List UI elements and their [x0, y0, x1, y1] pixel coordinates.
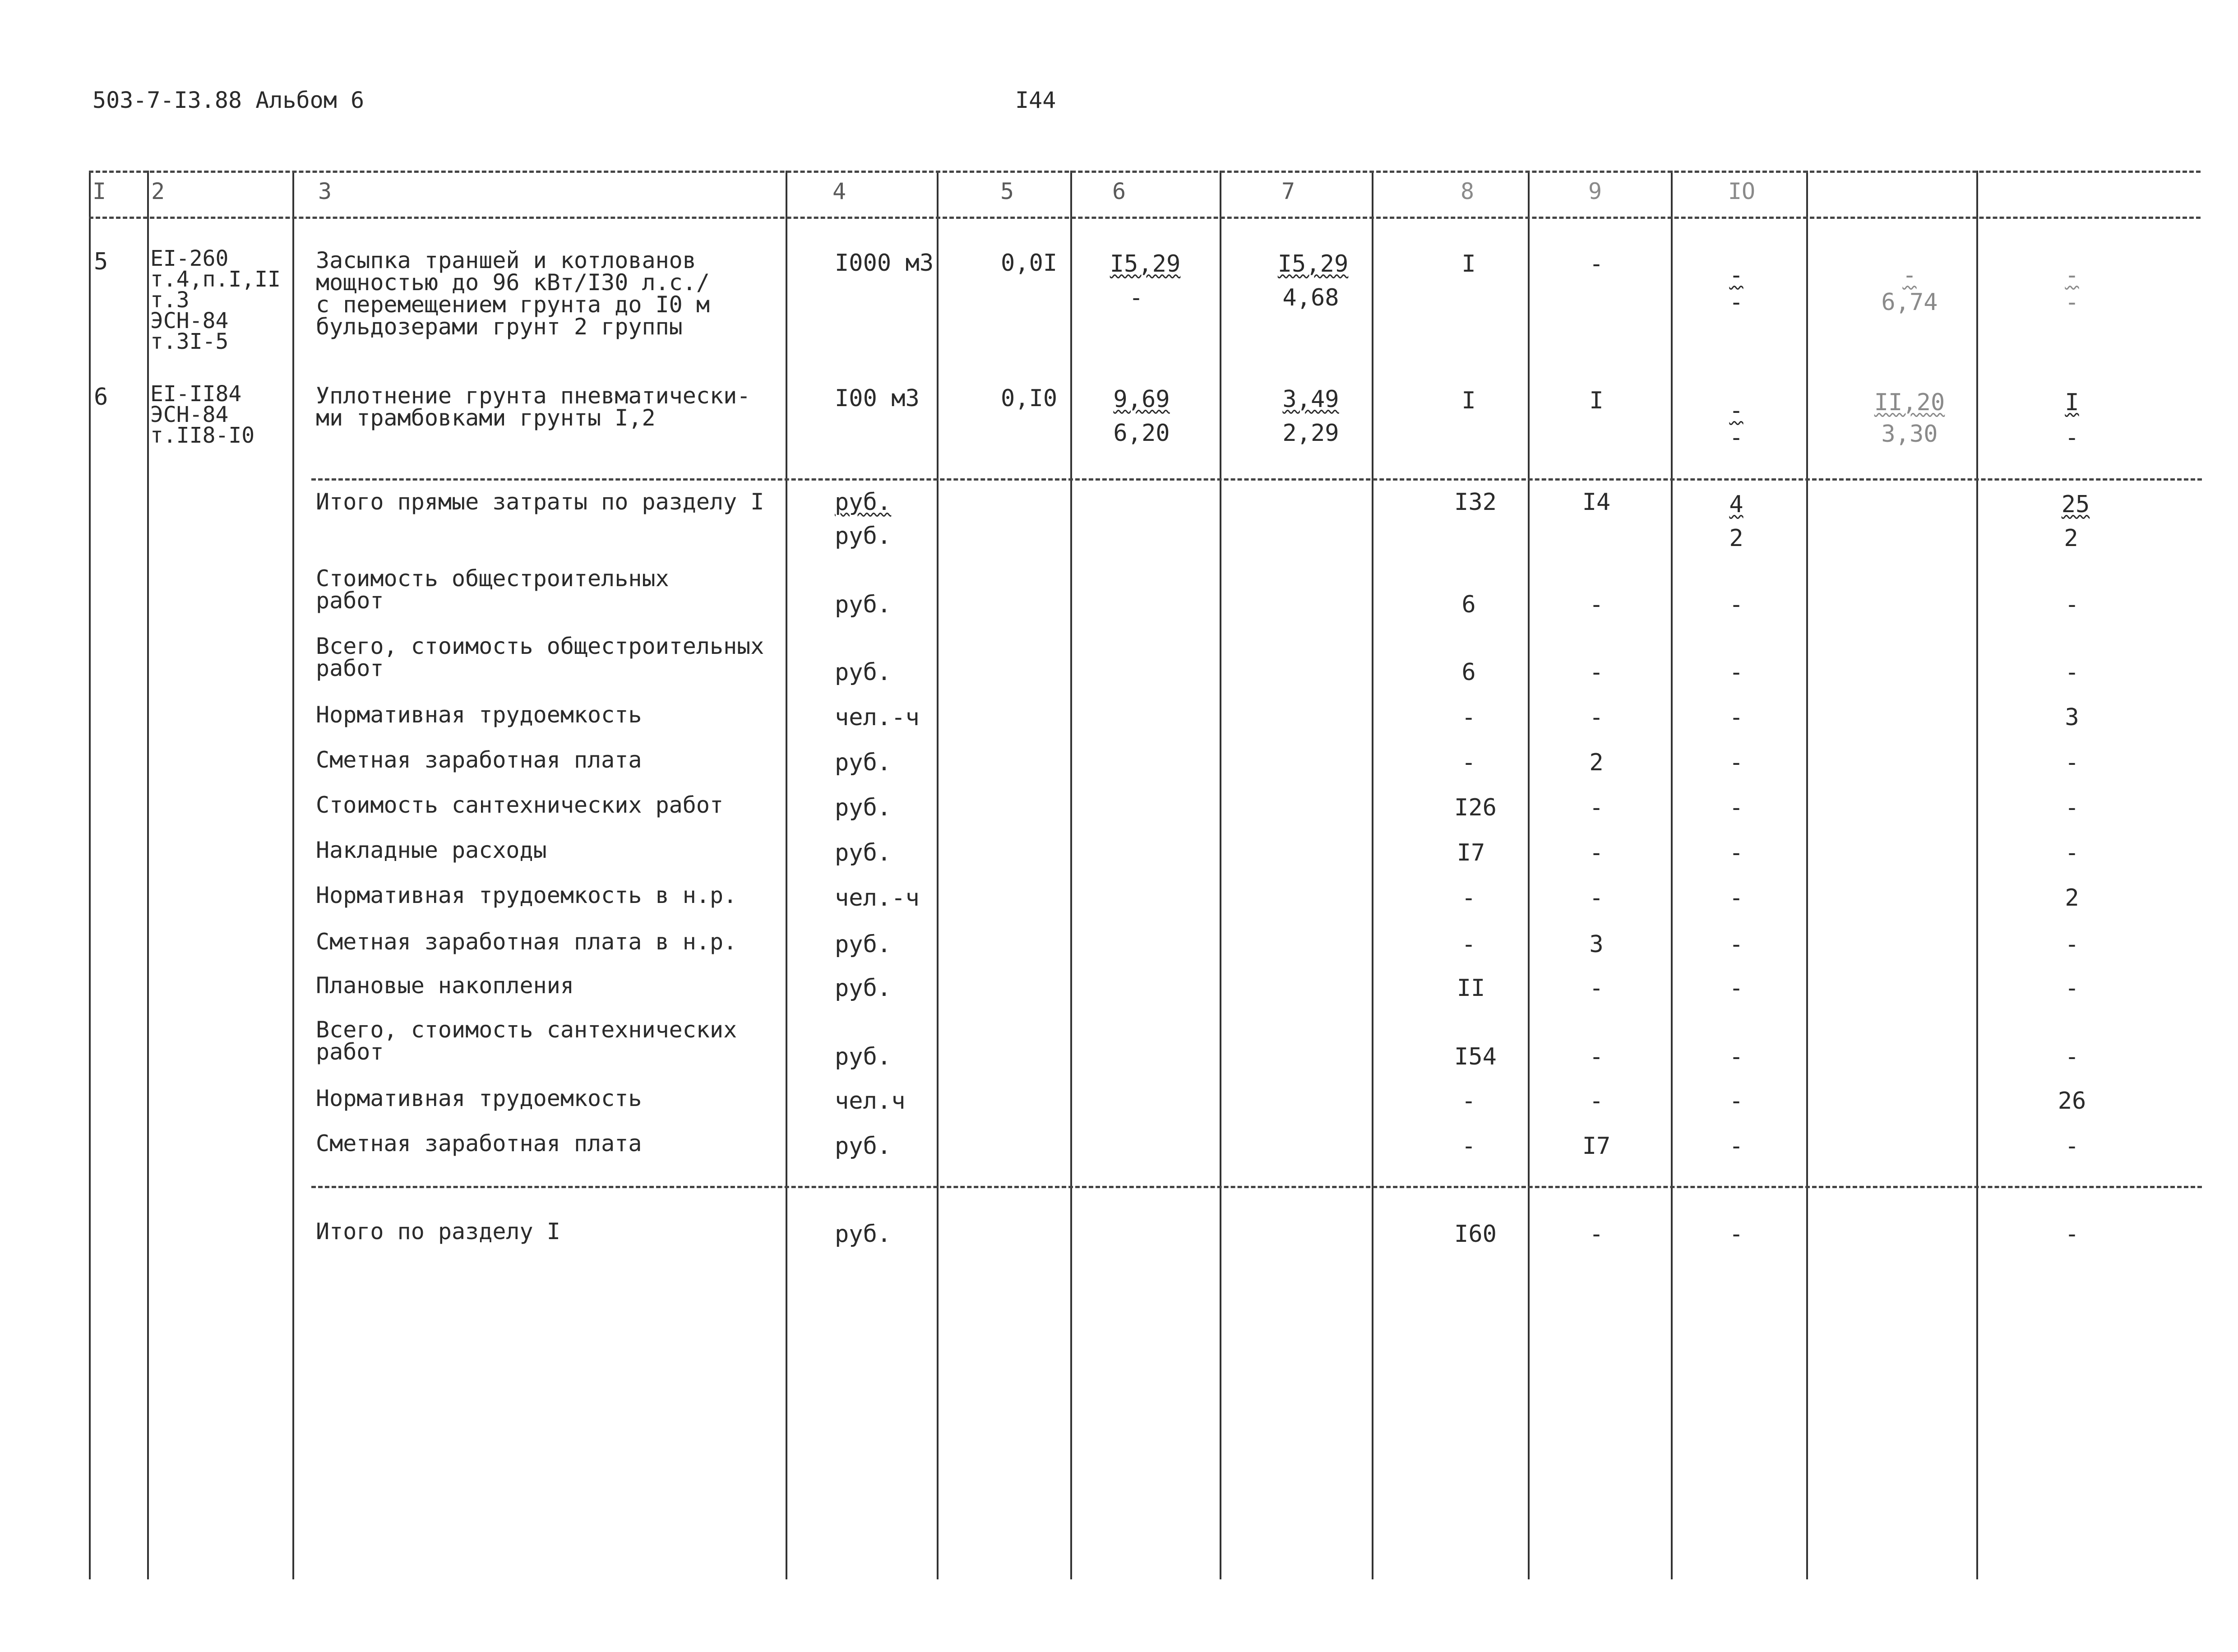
- col12-top: I: [2065, 389, 2079, 416]
- col-number-6: 6: [1112, 178, 1126, 204]
- section-total-col10: -: [1729, 1221, 1743, 1248]
- summary-col9: -: [1589, 659, 1604, 686]
- direct-costs-col12-top: 25: [2061, 491, 2090, 518]
- summary-col8: -: [1461, 749, 1476, 776]
- col10-top: -: [1729, 397, 1743, 424]
- summary-unit: руб.: [835, 794, 892, 821]
- summary-col10: -: [1729, 659, 1743, 686]
- column-divider: [1070, 171, 1072, 1579]
- summary-col9: -: [1589, 884, 1604, 912]
- col8-value: I: [1461, 250, 1476, 278]
- page-number: I44: [1015, 87, 1056, 113]
- col-number-5: 5: [1000, 178, 1014, 204]
- summary-col12: -: [2065, 1043, 2079, 1070]
- section-total-label: Итого по разделу I: [316, 1218, 560, 1245]
- summary-col9: -: [1589, 591, 1604, 618]
- unit: I000 м3: [835, 250, 934, 277]
- summary-col10: -: [1729, 1133, 1743, 1160]
- summary-col8: -: [1461, 704, 1476, 731]
- summary-col8: 6: [1461, 591, 1476, 618]
- col9-value: -: [1589, 250, 1604, 278]
- summary-col8: -: [1461, 931, 1476, 958]
- summary-unit: чел.-ч: [835, 884, 920, 912]
- summary-label: Плановые накопления: [316, 972, 574, 999]
- summary-unit: чел.-ч: [835, 704, 920, 731]
- unit-cost-total: I5,29: [1110, 250, 1181, 278]
- summary-label: Стоимость сантехнических работ: [316, 792, 724, 818]
- summary-col12: 26: [2058, 1087, 2086, 1115]
- summary-col8: 6: [1461, 659, 1476, 686]
- quantity: 0,I0: [1001, 385, 1058, 412]
- direct-costs-unit-top: руб.: [835, 489, 892, 516]
- column-divider: [937, 171, 939, 1579]
- header-bottom-line: [89, 217, 2201, 219]
- row-number: 6: [94, 384, 108, 411]
- direct-costs-col8: I32: [1454, 489, 1497, 516]
- col-number-7: 7: [1281, 178, 1295, 204]
- summary-label: Нормативная трудоемкость в н.р.: [316, 882, 737, 908]
- unit-cost-total: 9,69: [1113, 386, 1170, 413]
- total-cost: 3,49: [1282, 386, 1339, 413]
- summary-col12: 3: [2065, 704, 2079, 731]
- col10-bottom: -: [1729, 424, 1743, 451]
- col-number-1: I: [92, 178, 106, 204]
- summary-unit: руб.: [835, 1043, 892, 1070]
- summary-label: Сметная заработная плата в н.р.: [316, 929, 737, 955]
- column-divider: [1671, 171, 1673, 1579]
- col10-top: -: [1729, 262, 1743, 289]
- summary-col9: -: [1589, 704, 1604, 731]
- summary-col9: I7: [1582, 1133, 1611, 1160]
- summary-col8: -: [1461, 884, 1476, 912]
- column-divider: [1372, 171, 1373, 1579]
- summary-col10: -: [1729, 884, 1743, 912]
- summary-col12: 2: [2065, 884, 2079, 912]
- summary-col12: -: [2065, 931, 2079, 958]
- col-number-8: 8: [1460, 178, 1475, 204]
- section-total-col9: -: [1589, 1221, 1604, 1248]
- document-code: 503-7-I3.88 Альбом 6: [92, 87, 365, 113]
- summary-col8: -: [1461, 1087, 1476, 1115]
- col12-bottom: -: [2065, 289, 2079, 316]
- col12-top: -: [2065, 262, 2079, 289]
- column-divider: [292, 171, 294, 1579]
- summary-col12: -: [2065, 794, 2079, 821]
- summary-col8: II: [1457, 975, 1485, 1002]
- summary-col8: -: [1461, 1133, 1476, 1160]
- summary-col8: I7: [1457, 839, 1485, 866]
- column-divider: [1220, 171, 1221, 1579]
- summary-unit: руб.: [835, 749, 892, 776]
- direct-costs-col12-bottom: 2: [2064, 525, 2078, 552]
- summary-col10: -: [1729, 839, 1743, 866]
- summary-col10: -: [1729, 1043, 1743, 1070]
- summary-col8: I54: [1454, 1043, 1497, 1070]
- summary-label: Нормативная трудоемкость: [316, 702, 642, 728]
- summary-label: Всего, стоимость общестроительных работ: [316, 633, 764, 681]
- col12-bottom: -: [2065, 424, 2079, 451]
- norm-code: EI-260 т.4,п.I,II т.3 ЭСН-84 т.3I-5: [150, 246, 281, 354]
- unit-cost-wages: 6,20: [1113, 420, 1170, 447]
- column-divider: [147, 171, 149, 1579]
- summary-label: Всего, стоимость сантехнических работ: [316, 1017, 737, 1065]
- column-divider: [1528, 171, 1530, 1579]
- col11-top: -: [1902, 262, 1917, 289]
- header-top-line: [89, 171, 2201, 173]
- summary-col10: -: [1729, 975, 1743, 1002]
- section-total-col8: I60: [1454, 1221, 1497, 1248]
- column-divider: [786, 171, 787, 1579]
- row-number: 5: [94, 248, 108, 275]
- column-divider: [1976, 171, 1978, 1579]
- summary-col12: -: [2065, 975, 2079, 1002]
- col11-bottom: 3,30: [1881, 421, 1938, 448]
- summary-col9: 3: [1589, 931, 1604, 958]
- summary-col10: -: [1729, 591, 1743, 618]
- summary-label: Стоимость общестроительных работ: [316, 565, 669, 614]
- col11-top: II,20: [1874, 389, 1945, 416]
- summary-label: Нормативная трудоемкость: [316, 1085, 642, 1111]
- summary-unit: руб.: [835, 975, 892, 1002]
- col11-bottom: 6,74: [1881, 289, 1938, 316]
- summary-unit: руб.: [835, 591, 892, 618]
- direct-costs-unit-bottom: руб.: [835, 523, 892, 550]
- summary-col9: -: [1589, 839, 1604, 866]
- summary-col10: -: [1729, 749, 1743, 776]
- summary-label: Накладные расходы: [316, 837, 547, 863]
- summary-col10: -: [1729, 794, 1743, 821]
- subtotal-divider: [311, 478, 2202, 481]
- summary-unit: руб.: [835, 839, 892, 866]
- total-cost: I5,29: [1277, 250, 1349, 278]
- summary-label: Сметная заработная плата: [316, 1130, 642, 1157]
- summary-col10: -: [1729, 931, 1743, 958]
- norm-code: EI-II84 ЭСН-84 т.II8-I0: [150, 381, 255, 448]
- col-number-4: 4: [832, 178, 846, 204]
- work-description: Уплотнение грунта пневматически- ми трамбовками грунты I,2: [316, 383, 751, 431]
- summary-col10: -: [1729, 704, 1743, 731]
- direct-costs-label: Итого прямые затраты по разделу I: [316, 489, 764, 515]
- column-divider: [1806, 171, 1808, 1579]
- summary-col10: -: [1729, 1087, 1743, 1115]
- summary-label: Сметная заработная плата: [316, 747, 642, 773]
- summary-col9: 2: [1589, 749, 1604, 776]
- column-divider: [89, 171, 91, 1579]
- col9-value: I: [1589, 387, 1604, 414]
- quantity: 0,0I: [1001, 250, 1058, 277]
- summary-col8: I26: [1454, 794, 1497, 821]
- summary-col12: -: [2065, 749, 2079, 776]
- unit-cost-wages: -: [1129, 284, 1143, 311]
- summary-unit: руб.: [835, 1133, 892, 1160]
- col8-value: I: [1461, 387, 1476, 414]
- summary-col12: -: [2065, 1133, 2079, 1160]
- summary-col12: -: [2065, 839, 2079, 866]
- direct-costs-col10-top: 4: [1729, 491, 1743, 518]
- summary-unit: руб.: [835, 931, 892, 958]
- total-wages: 4,68: [1282, 284, 1339, 311]
- section-total-col12: -: [2065, 1221, 2079, 1248]
- summary-unit: руб.: [835, 659, 892, 686]
- summary-col9: -: [1589, 1087, 1604, 1115]
- col-number-3: 3: [318, 178, 332, 204]
- col-number-2: 2: [151, 178, 165, 204]
- col-number-9: 9: [1588, 178, 1602, 204]
- total-divider: [311, 1186, 2202, 1188]
- summary-col12: -: [2065, 659, 2079, 686]
- summary-col9: -: [1589, 975, 1604, 1002]
- work-description: Засыпка траншей и котлованов мощностью до 96 кВт/I30 л.с./ с перемещением грунта до I0 м бульдозерами грунт 2 группы: [316, 247, 710, 340]
- col10-bottom: -: [1729, 289, 1743, 316]
- summary-col12: -: [2065, 591, 2079, 618]
- summary-col9: -: [1589, 1043, 1604, 1070]
- summary-unit: чел.ч: [835, 1087, 906, 1115]
- section-total-unit: руб.: [835, 1221, 892, 1248]
- unit: I00 м3: [835, 385, 920, 412]
- direct-costs-col10-bottom: 2: [1729, 525, 1743, 552]
- col-number-10: IO: [1728, 178, 1756, 204]
- summary-col9: -: [1589, 794, 1604, 821]
- total-wages: 2,29: [1282, 420, 1339, 447]
- direct-costs-col9: I4: [1582, 489, 1611, 516]
